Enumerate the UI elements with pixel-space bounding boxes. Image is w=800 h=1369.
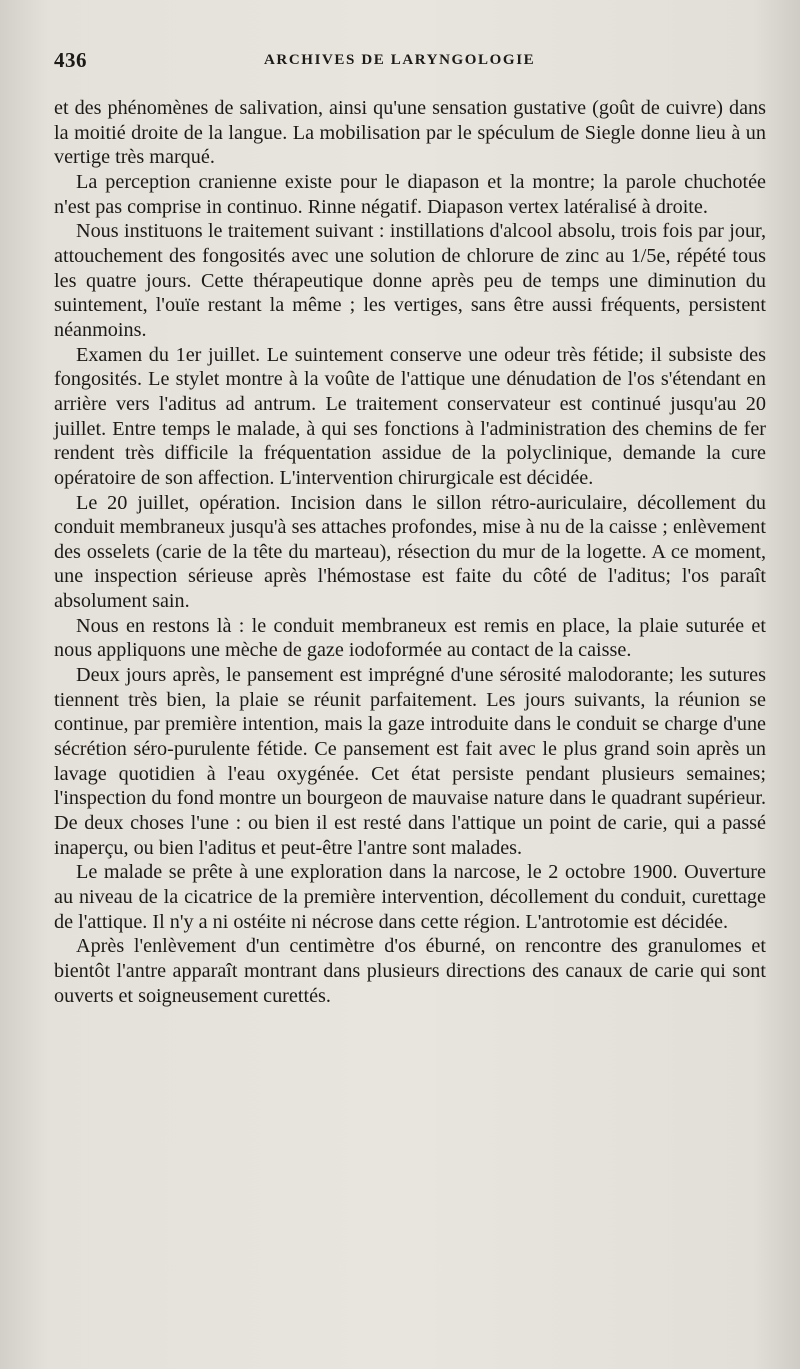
- paragraph: Deux jours après, le pansement est imprégné d'une sérosité malodorante; les sutures tiennent très bien, la plaie se réunit parfaitement. Les jours suivants, la réunion se continue, par première intention, mais la gaze introduite dans le conduit se charge d'une sécrétion séro-purulente fétide. Ce pansement est fait avec le plus grand soin après un lavage quotidien à l'eau oxygénée. Cet état persiste pendant plusieurs semaines; l'inspection du fond montre un bourgeon de mauvaise nature dans le quadrant supérieur. De deux choses l'une : ou bien il est resté dans l'attique un point de carie, qui a passé inaperçu, ou bien l'aditus et peut-être l'antre sont malades.: [54, 664, 766, 859]
- running-title: ARCHIVES DE LARYNGOLOGIE: [264, 52, 536, 68]
- paragraph: Le malade se prête à une exploration dans la narcose, le 2 octobre 1900. Ouverture au niveau de la cicatrice de la première intervention, décollement du conduit, curettage de l'attique. Il n'y a ni ostéite ni nécrose dans cette région. L'antrotomie est décidée.: [54, 861, 766, 933]
- page-header: [54, 44, 766, 74]
- paragraph: Examen du 1er juillet. Le suintement conserve une odeur très fétide; il subsiste des fongosités. Le stylet montre à la voûte de l'attique une dénudation de l'os s'étendant en arrière vers l'aditus ad antrum. Le traitement conservateur est continué jusqu'au 20 juillet. Entre temps le malade, à qui ses fonctions à l'administration des chemins de fer rendent très difficile la fréquentation assidue de la polyclinique, demande la cure opératoire de son affection. L'intervention chirurgicale est décidée.: [54, 343, 766, 489]
- paragraph: Le 20 juillet, opération. Incision dans le sillon rétro-auriculaire, décollement du conduit membraneux jusqu'à ses attaches profondes, mise à nu de la caisse ; enlèvement des osselets (carie de la tête du marteau), résection du mur de la logette. A ce moment, une inspection sérieuse après l'hémostase est faite du côté de l'aditus; l'os paraît absolument sain.: [54, 491, 766, 613]
- paragraph: La perception cranienne existe pour le diapason et la montre; la parole chuchotée n'est pas comprise in continuo. Rinne négatif. Diapason vertex latéralisé à droite.: [54, 170, 766, 218]
- paragraph: et des phénomènes de salivation, ainsi qu'une sensation gustative (goût de cuivre) dans la moitié droite de la langue. La mobilisation par le spéculum de Siegle donne lieu à un vertige très marqué.: [54, 97, 766, 169]
- paragraph: Nous instituons le traitement suivant : instillations d'alcool absolu, trois fois par jour, attouchement des fongosités avec une solution de chlorure de zinc au 1/5e, répété tous les quatre jours. Cette thérapeutique donne après peu de temps une diminution du suintement, l'ouïe restant la même ; les vertiges, sans être aussi fréquents, persistent néanmoins.: [54, 220, 766, 341]
- paragraph: Après l'enlèvement d'un centimètre d'os éburné, on rencontre des granulomes et bientôt l'antre apparaît montrant dans plusieurs directions des canaux de carie qui sont ouverts et soigneusement curettés.: [54, 935, 766, 1007]
- paragraph: Nous en restons là : le conduit membraneux est remis en place, la plaie suturée et nous appliquons une mèche de gaze iodoformée au contact de la caisse.: [54, 614, 766, 662]
- page-number: 436: [54, 48, 87, 72]
- body-text: [54, 96, 766, 1008]
